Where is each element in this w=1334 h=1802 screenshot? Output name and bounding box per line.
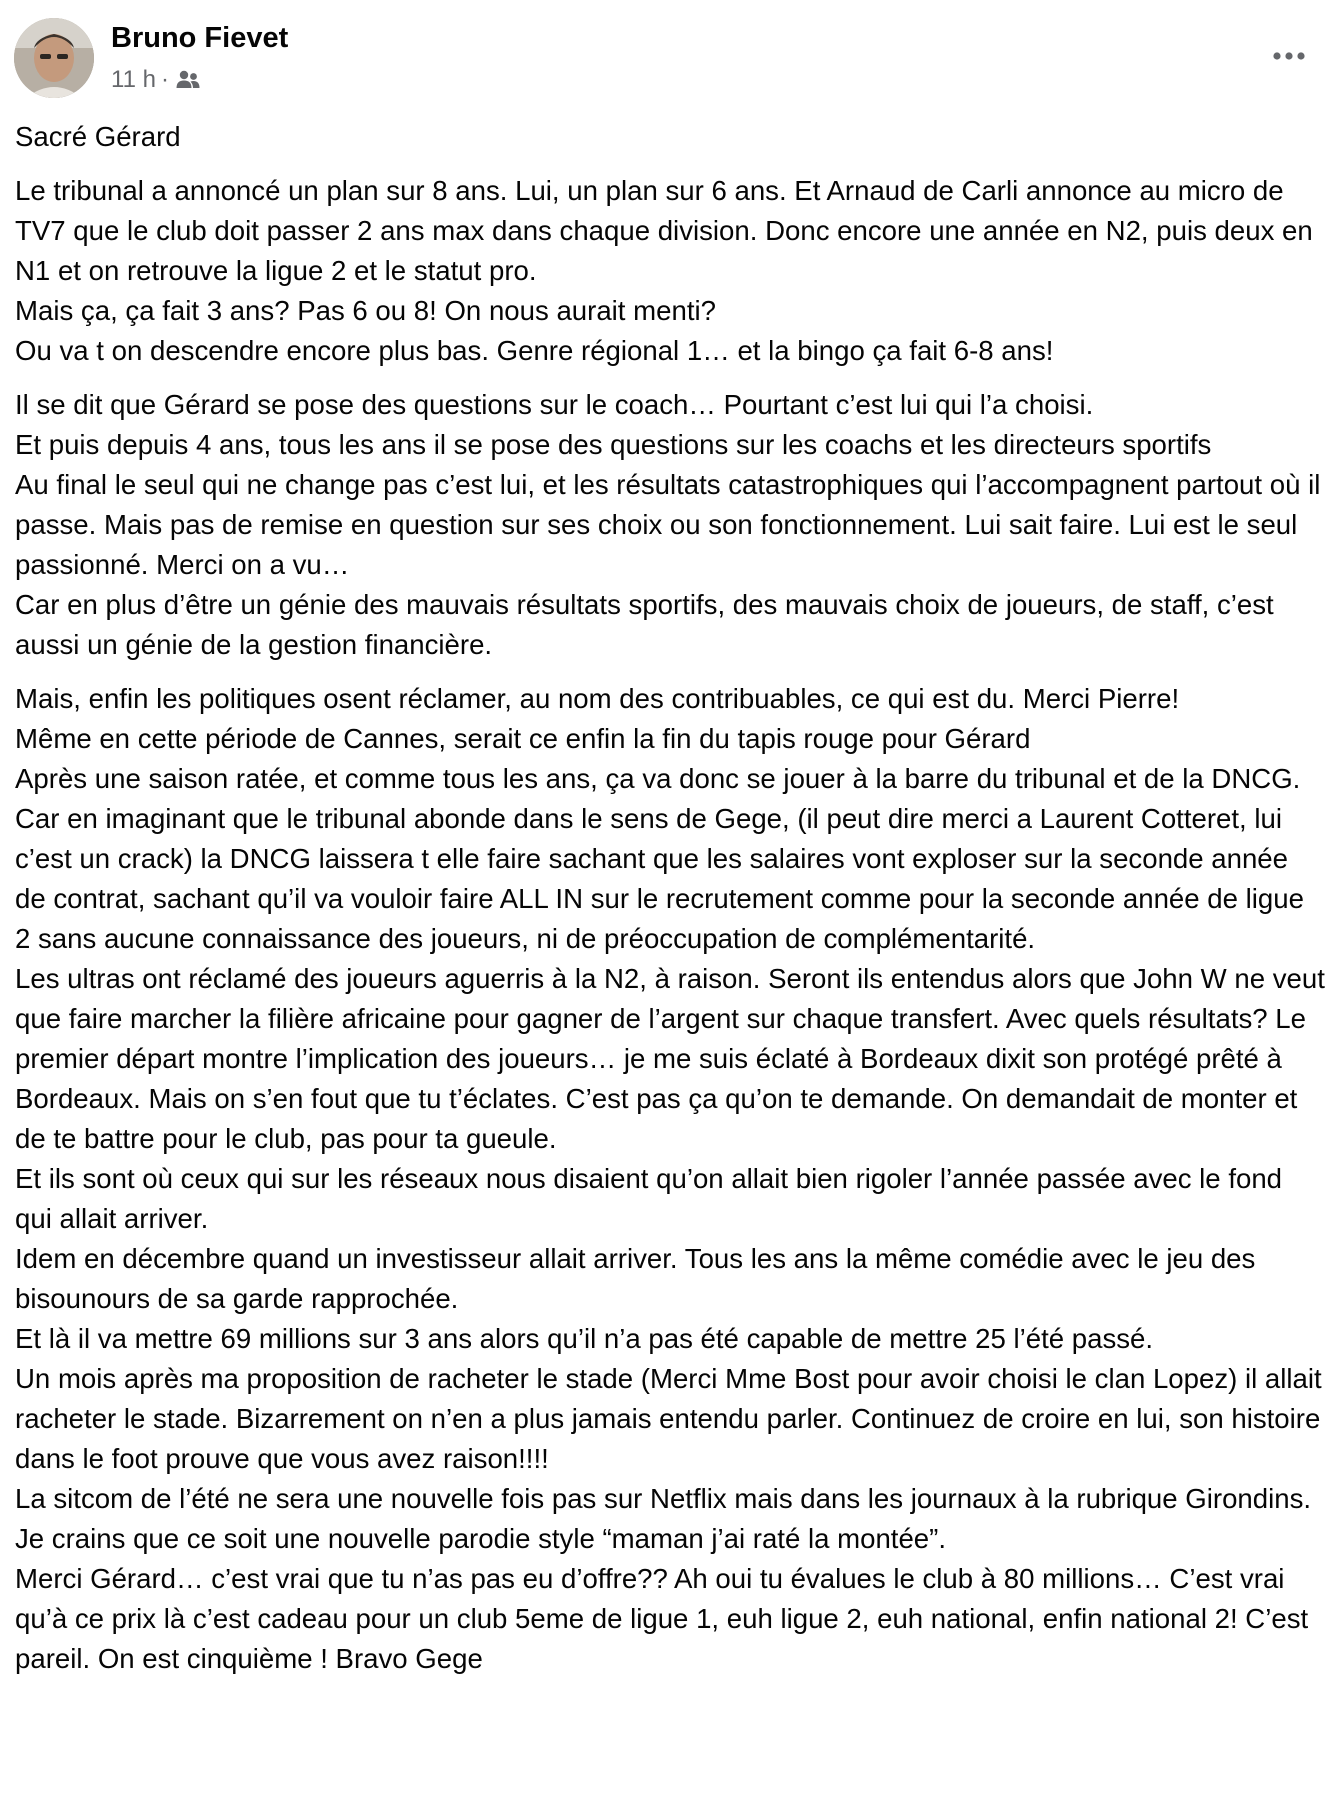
author-avatar[interactable] bbox=[14, 18, 94, 98]
author-name[interactable]: Bruno Fievet bbox=[111, 22, 289, 54]
post-paragraph-3: Il se dit que Gérard se pose des questions sur le coach… Pourtant c’est lui qui l’a choisi. Et puis depuis 4 ans, tous les ans il se pose des questions sur les coachs et les directeurs sportifs Au final le seul qui ne change pas c’est lui, et les résultats catastrophiques qui l’accompagnent partout où il passe. Mais pas de remise en question sur ses choix ou son fonctionnement. Lui sait faire. Lui est le seul passionné. Merci on a vu… Car en plus d’être un génie des mauvais résultats sportifs, des mauvais choix de joueurs, de staff, c’est aussi un génie de la gestion financière. bbox=[15, 389, 1321, 660]
avatar-photo bbox=[14, 18, 94, 98]
post-paragraph-2: Le tribunal a annoncé un plan sur 8 ans. Lui, un plan sur 6 ans. Et Arnaud de Carli annonce au micro de TV7 que le club doit passer 2 ans max dans chaque division. Donc encore une année en N2, puis deux en N1 et on retrouve la ligue 2 et le statut pro. Mais ça, ça fait 3 ans? Pas 6 ou 8! On nous aurait menti? Ou va t on descendre encore plus bas. Genre régional 1… et la bingo ça fait 6-8 ans! bbox=[15, 175, 1313, 366]
friends-icon[interactable] bbox=[175, 69, 201, 91]
post-paragraph-4: Mais, enfin les politiques osent réclamer, au nom des contribuables, ce qui est du. Merci Pierre! Même en cette période de Cannes, serait ce enfin la fin du tapis rouge pour Gérard Après une saison ratée, et comme tous les ans, ça va donc se jouer à la barre du tribunal et de la DNCG. Car en imaginant que le tribunal abonde dans le sens de Gege, (il peut dire merci a Laurent Cotteret, lui c’est un crack) la DNCG laissera t elle faire sachant que les salaires vont exploser sur la seconde année de contrat, sachant qu’il va vouloir faire ALL IN sur le recrutement comme pour la seconde année de ligue 2 sans aucune connaissance des joueurs, ni de préoccupation de complémentarité. Les ultras ont réclamé des joueurs aguerris à la N2, à raison. Seront ils entendus alors que John W ne veut que faire marcher la filière africaine pour gagner de l’argent sur chaque transfert. Avec quels résultats? Le premier départ montre l’implication des joueurs… je me suis éclaté à Bordeaux dixit son protégé prêté à Bordeaux. Mais on s’en fout que tu t’éclates. C’est pas ça qu’on te demande. On demandait de monter et de te battre pour le club, pas pour ta gueule. Et ils sont où ceux qui sur les réseaux nous disaient qu’on allait bien rigoler l’année passée avec le fond qui allait arriver. Idem en décembre quand un investisseur allait arriver. Tous les ans la même comédie avec le jeu des bisounours de sa garde rapprochée. Et là il va mettre 69 millions sur 3 ans alors qu’il n’a pas été capable de mettre 25 l’été passé. Un mois après ma proposition de racheter le stade (Merci Mme Bost pour avoir choisi le clan Lopez) il allait racheter le stade. Bizarrement on n’en a plus jamais entendu parler. Continuez de croire en lui, son histoire dans le foot prouve que vous avez raison!!!! La sitcom de l’été ne sera une nouvelle fois pas sur Netflix mais dans les journaux à la rubrique Girondins. Je crains que ce soit une nouvelle parodie style “maman j’ai raté la montée”. Merci Gérard… c’est vrai que tu n’as pas eu d’offre?? Ah oui tu évalues le club à 80 millions… C’est vrai qu’à ce prix là c’est cadeau pour un club 5eme de ligue 1, euh ligue 2, euh national, enfin national 2! C’est pareil. On est cinquième ! Bravo Gege bbox=[15, 683, 1325, 1674]
post-timestamp[interactable]: 11 h bbox=[111, 66, 156, 93]
post-paragraph-1: Sacré Gérard bbox=[15, 121, 181, 152]
more-options-icon[interactable] bbox=[1264, 36, 1314, 76]
post-body bbox=[15, 117, 1325, 1693]
post-meta bbox=[111, 66, 201, 94]
meta-separator: · bbox=[160, 66, 169, 93]
